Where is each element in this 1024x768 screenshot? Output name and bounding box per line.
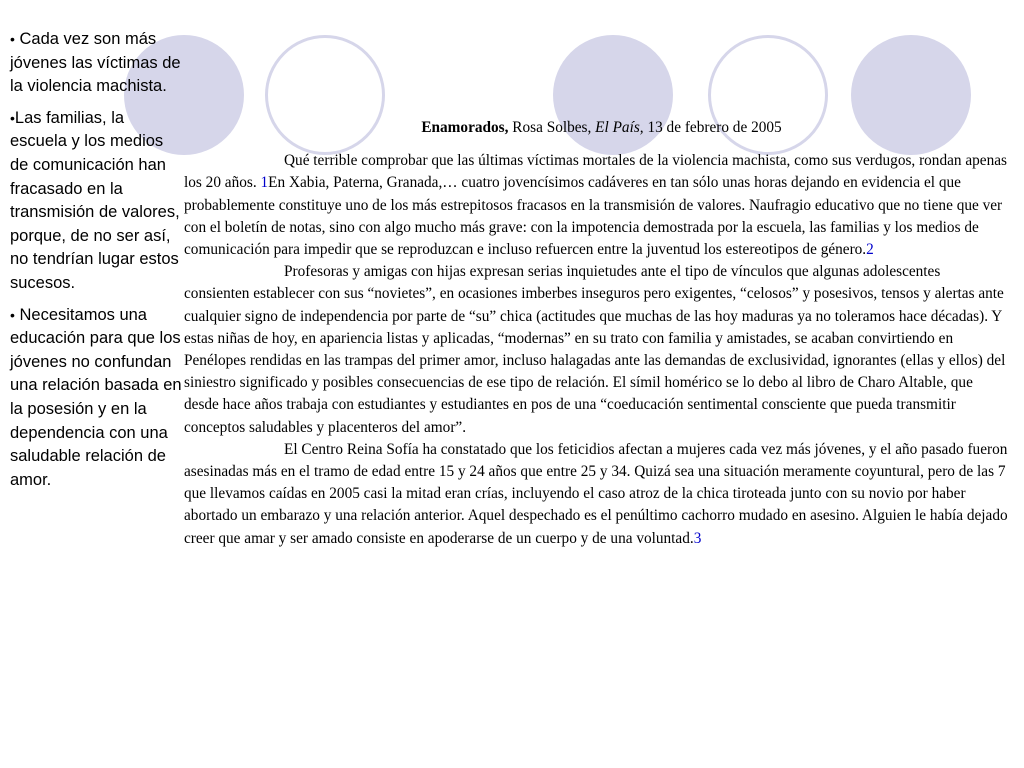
bullet-text: Necesitamos una educación para que los jóvenes no confundan una relación basada en la posesión y en la dependencia con una saludable relación de amor. — [10, 305, 182, 489]
bullet-icon: • — [10, 31, 15, 47]
bullet-icon: • — [10, 306, 15, 323]
bullet-text: Cada vez son más jóvenes las víctimas de la violencia machista. — [10, 30, 181, 96]
paragraph-text: En Xabia, Paterna, Granada,… cuatro jovencísimos cadáveres en tan sólo unas horas dejando en evidencia el que probablemente constituye uno de los más estrepitosos fracasos en la transmisión de valores. Naufragio educativo que no tiene que ver con el boletín de notas, sino con algo mucho más grave: con la impotencia demostrada por la escuela, las familias y los medios de comunicación para impedir que se reproduzcan e incluso refuercen entre la juventud los estereotipos de género. — [184, 174, 1003, 259]
bullet-text: Las familias, la escuela y los medios de comunicación han fracasado en la transmisión de valores, porque, de no ser así, no tendrían lugar estos sucesos. — [10, 108, 180, 292]
paragraph-text: Profesoras y amigas con hijas expresan serias inquietudes ante el tipo de vínculos que algunas adolescentes consienten establecer con sus “novietes”, en ocasiones imberbes inseguros pero exigentes, “celosos” y posesivos, tensos y alertas ante cualquier signo de independencia por parte de “su” chica (actitudes que muchas de las hoy maduras ya no toleramos hace décadas). Y estas niñas de hoy, en apariencia listas y aplicadas, “modernas” en su trato con familia y amistades, se acaban convirtiendo en Penélopes rendidas en las trampas del primer amor, incluso halagadas ante las demandas de exclusividad, ignorantes (ellas y ellos) del siniestro significado y posibles consecuencias de ese tipo de relación. El símil homérico se lo debo al libro de Charo Altable, que desde hace años trabaja con estudiantes y estudiantes en pos de una “coeducación sentimental consciente que pueda transmitir conceptos saludables y placenteros del amor”. — [184, 263, 1006, 436]
footnote-marker: 1 — [260, 174, 269, 192]
summary-bullet — [10, 304, 182, 493]
summary-bullet — [10, 28, 182, 99]
article-heading — [184, 117, 1009, 139]
article-author: Rosa Solbes, — [512, 119, 592, 136]
article-title: Enamorados, — [421, 119, 509, 136]
article-newspaper: El País, — [595, 119, 644, 136]
article-date: 13 de febrero de 2005 — [647, 119, 782, 136]
article-paragraph — [184, 150, 1009, 261]
article — [184, 117, 1009, 550]
footnote-marker: 2 — [866, 241, 874, 259]
summary-bullet-list — [10, 28, 182, 500]
summary-bullet — [10, 107, 182, 296]
paragraph-text: Qué terrible comprobar que las últimas víctimas mortales de la violencia machista, como sus verdugos, rondan apenas los 20 años. — [184, 152, 1007, 192]
bullet-icon: • — [10, 109, 15, 126]
footnote-marker: 3 — [693, 529, 702, 547]
article-paragraph — [184, 261, 1009, 439]
paragraph-text: El Centro Reina Sofía ha constatado que los feticidios afectan a mujeres cada vez más jóvenes, y el año pasado fueron asesinadas más en el tramo de edad entre 15 y 24 años que entre 25 y 34. Quizá sea una situación meramente coyuntural, pero de las 7 que llevamos caídas en 2005 casi la mitad eran crías, incluyendo el caso atroz de la chica tiroteada junto con su novio por haber abortado un embarazo y una relación anterior. Aquel despechado es el penúltimo cachorro mudado en asesino. Alguien le había dejado creer que amar y ser amado consiste en apoderarse de un cuerpo y de una voluntad. — [184, 440, 1008, 547]
article-paragraph — [184, 439, 1009, 550]
